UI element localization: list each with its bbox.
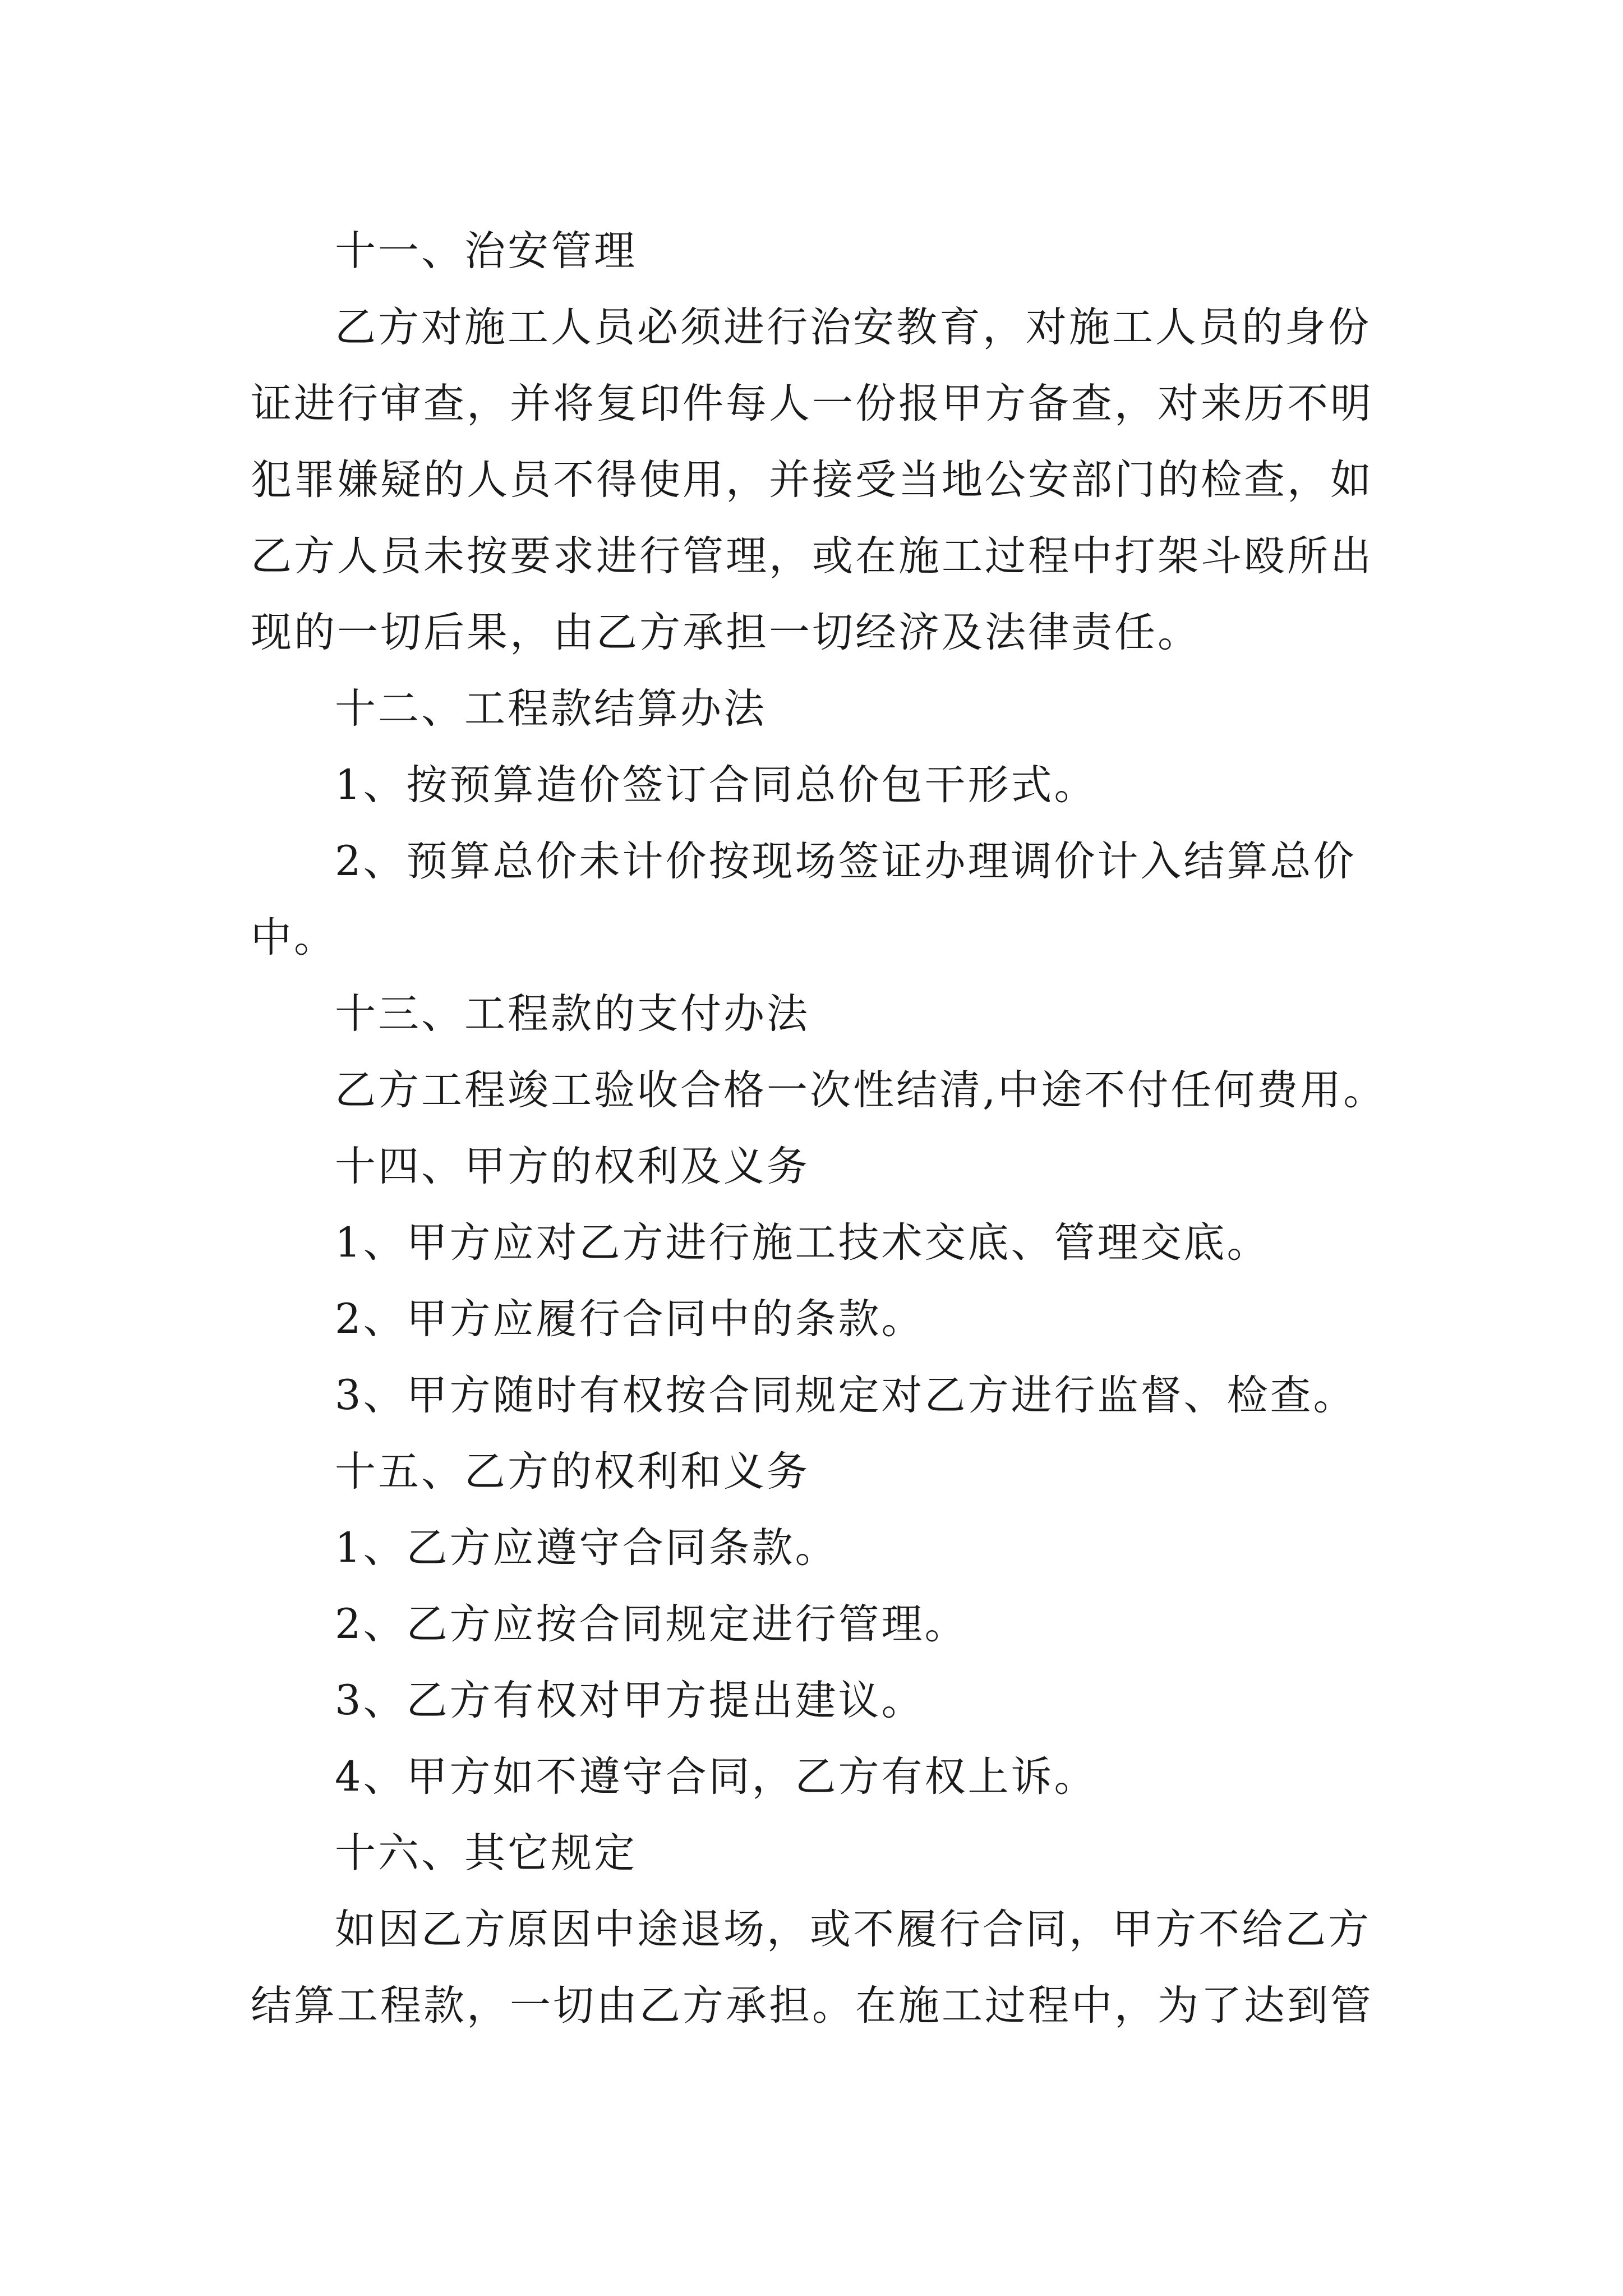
paragraph-line: 如因乙方原因中途退场，或不履行合同，甲方不给乙方 <box>335 1906 1371 1953</box>
section-heading-15: 十五、乙方的权利和义务 <box>335 1448 810 1496</box>
list-item: 2、乙方应按合同规定进行管理。 <box>335 1600 968 1648</box>
section-heading-12: 十二、工程款结算办法 <box>335 685 767 733</box>
paragraph-line: 证进行审查，并将复印件每人一份报甲方备查，对来历不明 <box>251 380 1373 427</box>
list-item: 1、乙方应遵守合同条款。 <box>335 1524 838 1572</box>
section-heading-16: 十六、其它规定 <box>335 1829 637 1877</box>
list-item: 2、预算总价未计价按现场签证办理调价计入结算总价 <box>335 838 1357 885</box>
list-item: 4、甲方如不遵守合同，乙方有权上诉。 <box>335 1753 1098 1801</box>
list-item: 3、乙方有权对甲方提出建议。 <box>335 1677 925 1724</box>
document-body <box>251 213 1387 2044</box>
list-item: 1、甲方应对乙方进行施工技术交底、管理交底。 <box>335 1219 1270 1267</box>
section-heading-14: 十四、甲方的权利及义务 <box>335 1143 810 1190</box>
paragraph-line: 乙方对施工人员必须进行治安教育，对施工人员的身份 <box>335 303 1371 351</box>
paragraph-line: 乙方人员未按要求进行管理，或在施工过程中打架斗殴所出 <box>251 532 1373 580</box>
list-item: 2、甲方应履行合同中的条款。 <box>335 1295 925 1343</box>
paragraph-line: 现的一切后果，由乙方承担一切经济及法律责任。 <box>251 609 1201 656</box>
paragraph-line: 犯罪嫌疑的人员不得使用，并接受当地公安部门的检查，如 <box>251 456 1373 504</box>
section-heading-13: 十三、工程款的支付办法 <box>335 990 810 1038</box>
paragraph-line: 结算工程款，一切由乙方承担。在施工过程中，为了达到管 <box>251 1982 1373 2030</box>
list-item: 1、按预算造价签订合同总价包干形式。 <box>335 761 1098 809</box>
paragraph-line: 中。 <box>251 914 337 961</box>
paragraph-line: 乙方工程竣工验收合格一次性结清,中途不付任何费用。 <box>335 1066 1387 1114</box>
section-heading-11: 十一、治安管理 <box>335 227 637 275</box>
list-item: 3、甲方随时有权按合同规定对乙方进行监督、检查。 <box>335 1372 1357 1419</box>
